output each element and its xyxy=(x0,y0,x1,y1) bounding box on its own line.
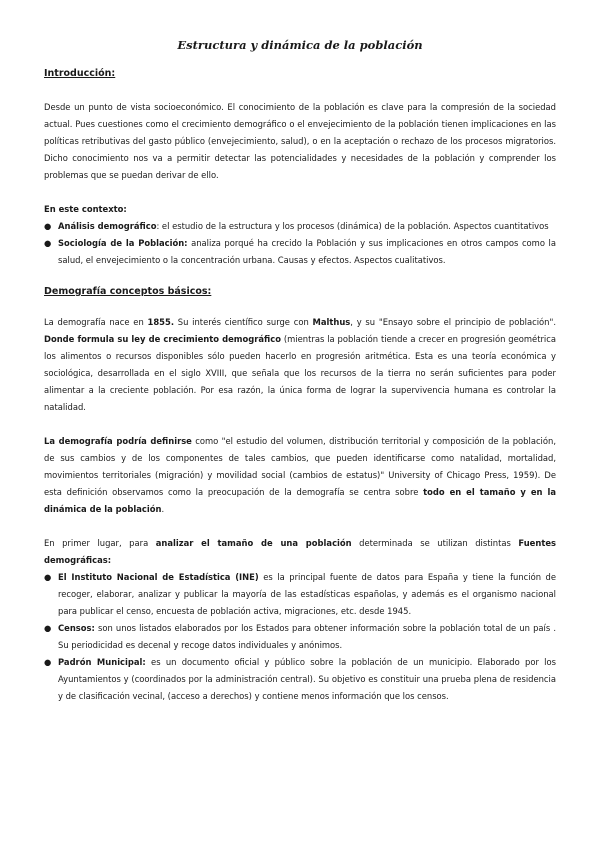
list-item xyxy=(44,235,556,269)
context-list xyxy=(44,218,556,269)
bullet-icon: ● xyxy=(44,221,52,231)
item-term: Censos: xyxy=(58,623,95,633)
demography-heading: Demografía conceptos básicos: xyxy=(44,286,212,297)
text-run-bold: 1855. xyxy=(147,317,175,327)
text-run-bold: analizar el tamaño de una población xyxy=(155,538,352,548)
sources-intro-paragraph xyxy=(44,535,556,569)
item-term: Análisis demográfico xyxy=(58,221,157,231)
list-item xyxy=(44,620,556,654)
text-run: Su interés científico surge con xyxy=(174,317,313,327)
list-item xyxy=(44,654,556,705)
malthus-paragraph xyxy=(44,314,556,416)
text-run: En primer lugar, para xyxy=(44,538,156,548)
text-run: La demografía nace en xyxy=(44,317,148,327)
item-text: es un documento oficial y público sobre la población de un municipio. Elaborado por los Ayuntamientos y (coordinados por la administración central). Su objetivo es constituir una prueba plena de residencia y de clasificación vecinal, (acceso a derechos) y contiene menos información que los censos. xyxy=(58,657,556,701)
list-item xyxy=(44,218,556,235)
text-run-bold: Fuentes demográficas: xyxy=(44,538,556,565)
text-run-bold: Malthus xyxy=(312,317,351,327)
item-term: Padrón Municipal: xyxy=(58,657,146,667)
text-run: . xyxy=(161,504,165,514)
item-text: analiza porqué ha crecido la Población y sus implicaciones en otros campos como la salud, el envejecimiento o la concentración urbana. Causas y efectos. Aspectos cualitativos. xyxy=(58,238,556,265)
intro-heading: Introducción: xyxy=(44,68,116,79)
item-term: El Instituto Nacional de Estadística (INE) xyxy=(58,572,259,582)
item-text: son unos listados elaborados por los Estados para obtener información sobre la población total de un país . Su periodicidad es decenal y recoge datos individuales y anónimos. xyxy=(58,623,556,650)
intro-paragraph: Desde un punto de vista socioeconómico. El conocimiento de la población es clave para la compresión de la sociedad actual. Pues cuestiones como el crecimiento demográfico o el envejecimiento de la población tienen implicaciones en las políticas retributivas del gasto público (envejecimiento, salud), o en la aceptación o rechazo de los procesos migratorios. Dicho conocimiento nos va a permitir detectar las potencialidades y necesidades de la población y comprender los problemas que se puedan derivar de ello. xyxy=(44,102,556,180)
definition-paragraph xyxy=(44,433,556,518)
bullet-icon: ● xyxy=(44,572,52,582)
text-run-bold: todo en el tamaño y en la dinámica de la población xyxy=(44,487,556,514)
text-run-bold: Donde formula su ley de crecimiento demográfico xyxy=(44,334,281,344)
bullet-icon: ● xyxy=(44,238,52,248)
document-title: Estructura y dinámica de la población xyxy=(177,38,423,52)
text-run: (mientras la población tiende a crecer en progresión geométrica los alimentos o recursos disponibles sólo pueden hacerlo en progresión aritmética. Esta es una teoría económica y sociológica, desarrollada en el siglo XVIII, que señala que los recursos de la tierra no serán suficientes para poder alimentar a la creciente población. Por esa razón, la única forma de lograr la supervivencia humana es controlar la natalidad. xyxy=(44,334,556,412)
bullet-icon: ● xyxy=(44,657,52,667)
item-text: es la principal fuente de datos para España y tiene la función de recoger, elaborar, analizar y publicar la mayoría de las estadísticas españolas, y además es el organismo nacional para publicar el censo, encuesta de población activa, migraciones, etc. desde 1945. xyxy=(58,572,556,616)
text-run: , y su "Ensayo sobre el principio de población". xyxy=(350,317,556,327)
list-item xyxy=(44,569,556,620)
sources-list xyxy=(44,569,556,705)
text-run: como "el estudio del volumen, distribución territorial y composición de la población, de sus cambios y de los componentes de tales cambios, que pueden identificarse como natalidad, mortalidad, movimientos territoriales (migración) y movilidad social (cambios de estatus)" University of Chicago Press, 1959). De esta definición observamos como la preocupación de la demografía se centra sobre xyxy=(44,436,556,497)
context-heading: En este contexto: xyxy=(44,204,127,214)
item-text: : el estudio de la estructura y los procesos (dinámica) de la población. Aspectos cuantitativos xyxy=(156,221,549,231)
text-run: determinada se utilizan distintas xyxy=(351,538,519,548)
text-run-bold: La demografía podría definirse xyxy=(44,436,192,446)
bullet-icon: ● xyxy=(44,623,52,633)
item-term: Sociología de la Población: xyxy=(58,238,188,248)
